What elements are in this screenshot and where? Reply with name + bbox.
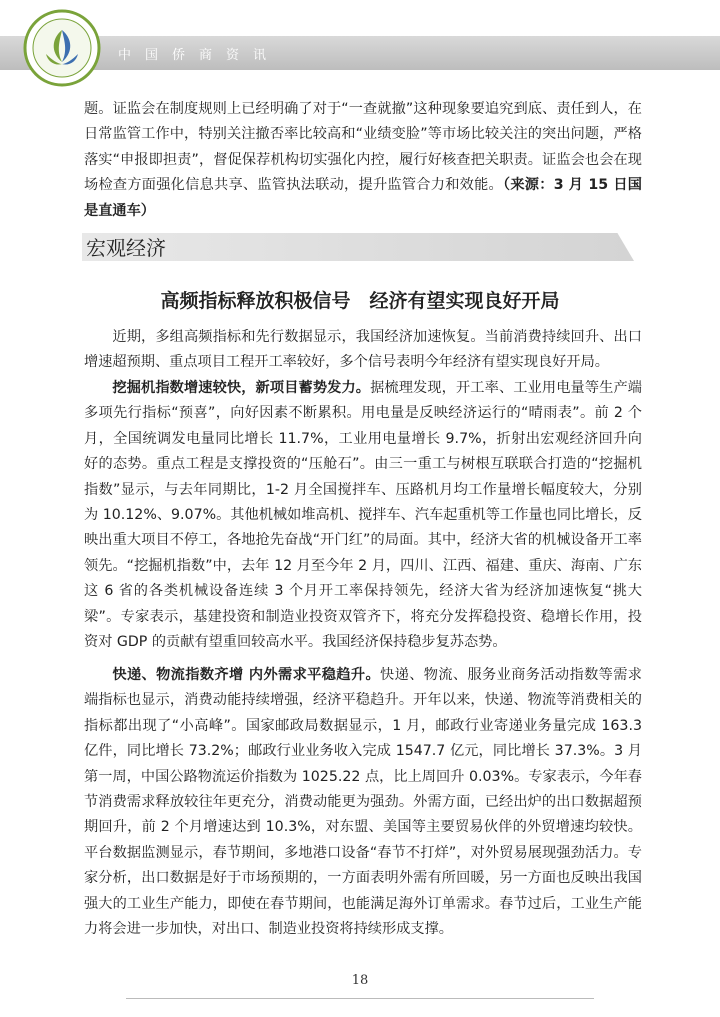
paragraph-2-lead: 挖掘机指数增速较快，新项目蓄势发力。 [112,380,371,396]
header-title: 中国侨商资讯 [118,48,281,63]
paragraph-3-lead: 快递、物流指数齐增 内外需求平稳趋升。 [112,667,381,683]
intro-paragraph [84,97,642,224]
paragraph-2-text: 据梳理发现，开工率、工业用电量等生产端多项先行指标“预喜”，向好因素不断累积。用电量是反映经济运行的“晴雨表”。前 2 个月，全国统调发电量同比增长 11.7%，工业用电量增长 9.7%，折射出宏观经济回升向好的态势。重点工程是支撑投资的“压舱石”。由三一重工与树根互联联合打造的“挖掘机指数”显示，与去年同期比，1-2 月全国搅拌车、压路机月均工作量增长幅度较大，分别为 10.12%、9.07%。其他机械如堆高机、搅拌车、汽车起重机等工作量也同比增长，反映出重大项目不停工，各地抢先奋战“开门红”的局面。其中，经济大省的机械设备开工率领先。“挖掘机指数”中，去年 12 月至今年 2 月，四川、江西、福建、重庆、海南、广东这 6 省的各类机械设备连续 3 个月开工率保持领先，经济大省为经济加速恢复“挑大梁”。专家表示，基建投资和制造业投资双管齐下，将充分发挥稳投资、稳增长作用，投资对 GDP 的贡献有望重回较高水平。我国经济保持稳步复苏态势。 [84,380,642,651]
publication-logo [22,8,102,88]
article-paragraph-3 [84,663,642,942]
article-paragraph-2 [84,376,642,655]
header-band [0,36,720,70]
article-paragraph-1: 近期，多组高频指标和先行数据显示，我国经济加速恢复。当前消费持续回升、出口增速超预期、重点项目工程开工率较好，多个信号表明今年经济有望实现良好开局。 [84,329,642,371]
paragraph-3-text: 快递、物流、服务业商务活动指数等需求端指标也显示，消费动能持续增强，经济平稳趋升。开年以来，快递、物流等消费相关的指标都出现了“小高峰”。国家邮政局数据显示，1 月，邮政行业寄递业务量完成 163.3 亿件，同比增长 73.2%；邮政行业业务收入完成 1547.7 亿元，同比增长 37.3%。3 月第一周，中国公路物流运价指数为 1025.22 点，比上周回升 0.03%。专家表示，今年春节消费需求释放较往年更充分，消费动能更为强劲。外需方面，已经出炉的出口数据超预期回升，前 2 个月增速达到 10.3%，对东盟、美国等主要贸易伙伴的外贸增速均较快。平台数据监测显示，春节期间，多地港口设备“春节不打烊”，对外贸易展现强劲活力。专家分析，出口数据是好于市场预期的，一方面表明外需有所回暖，另一方面也反映出我国强大的工业生产能力，即使在春节期间，也能满足海外订单需求。春节过后，工业生产能力将会进一步加快，对出口、制造业投资将持续形成支撑。 [84,667,642,938]
footer-divider [126,998,594,999]
intro-text: 题。证监会在制度规则上已经明确了对于“一查就撤”这种现象要追究到底、责任到人，在日常监管工作中，特别关注撤否率比较高和“业绩变脸”等市场比较关注的突出问题，严格落实“申报即担责”，督促保荐机构切实强化内控，履行好核查把关职责。证监会也会在现场检查方面强化信息共享、监管执法联动，提升监管合力和效能。 [84,101,642,194]
intro-source: （来源：3 月 15 日国是直通车） [84,177,642,219]
page-number: 18 [351,973,369,988]
section-label: 宏观经济 [86,236,166,260]
article-title: 高频指标释放积极信号 经济有望实现良好开局 [160,290,560,312]
